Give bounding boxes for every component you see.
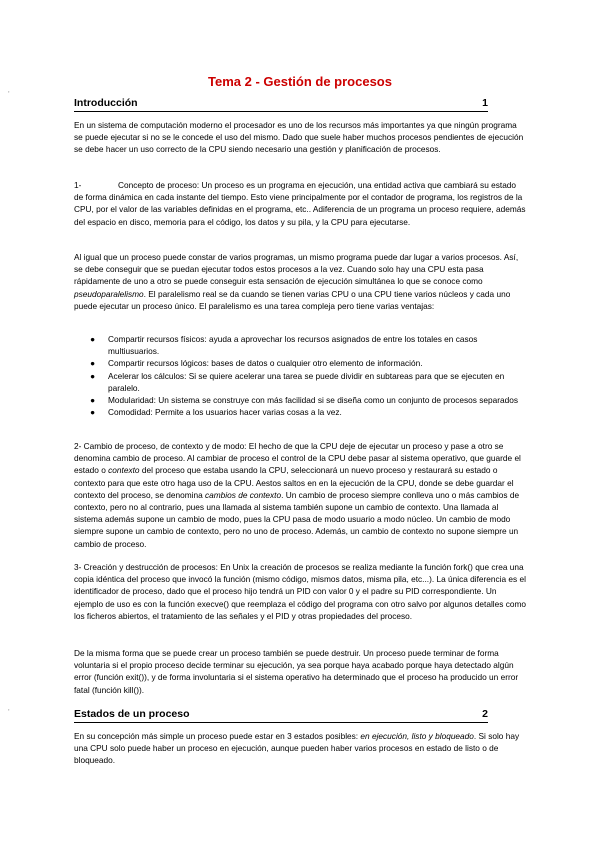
margin-mark: , [8,88,10,94]
paragraph-body: Al igual que un proceso puede constar de varios programas, un mismo programa puede dar lugar a varios procesos. Así, se debe conseguir que se puedan ejecutar todos estos procesos a la vez. Cuando solo hay una CPU esta pasa rápidamente de uno a otro se puede conseguir esta sensación de ejecución simultánea lo que se conoce como [74,252,519,287]
paragraph-text [74,730,526,767]
emphasis-text: cambios de contexto [205,489,282,500]
paragraph-text: 3- Creación y destrucción de procesos: En Unix la creación de procesos se realiza mediante la función fork() que crea una copia idéntica del proceso que invocó la función (mismo código, mismos datos, misma pila, etc...). La única diferencia es el identificador de proceso, dado que el proceso hijo tendrá un PID con valor 0 y el padre su PID correspondiente. Un ejemplo de uso es con la función execve() que reemplaza el código del programa con otro salvo por algunos detalles como los ficheros abiertos, el tratamiento de las señales y el PID y otras propiedades del proceso. [74,562,526,621]
paragraph-text [74,179,526,228]
section-heading-estados [74,708,488,723]
paragraph-text: En un sistema de computación moderno el procesador es uno de los recursos más importantes ya que ningún programa se puede ejecutar si no se le concede el uso del mismo. Dado que suele haber muchos procesos pendientes de ejecución se debe hacer un uso correcto de la CPU siendo necesario una gestión y planificación de procesos. [74,120,524,155]
section-heading-text: Introducción [74,97,138,109]
list-item-text: Compartir recursos lógicos: bases de datos o cualquier otro elemento de información. [108,358,423,369]
list-item-text: Compartir recursos físicos: ayuda a aprovechar los recursos asignados de entre los totales en casos multiusuarios. [108,334,478,357]
paragraph-paralelismo [74,251,526,312]
paragraph-intro [74,119,526,156]
paragraph-text [74,440,526,550]
margin-mark: , [8,706,10,712]
paragraph-text [74,251,526,312]
emphasis-text: en ejecución, listo y bloqueado [360,731,474,741]
paragraph-estados [74,730,526,767]
list-item [74,357,526,369]
paragraph-destruccion-procesos [74,647,526,696]
paragraph-text: De la misma forma que se puede crear un proceso también se puede destruir. Un proceso puede terminar de forma voluntaria si el propio proceso decide terminar su ejecución, ya sea porque haya acabado porque haya detectado algún error (función exit()), y de forma involuntaria si el sistema operativo ha determinado que el proceso ha producido un error fatal (función kill()). [74,648,519,695]
paragraph-body: En su concepción más simple un proceso puede estar en 3 estados posibles: [74,731,359,741]
paragraph-creacion-procesos [74,561,526,622]
section-number: 2 [482,708,488,720]
emphasis-text: pseudoparalelismo [74,288,144,299]
section-heading-introduccion [74,97,488,112]
paragraph-concepto-proceso [74,179,526,228]
list-item [74,406,526,418]
paragraph-body: . Un cambio de proceso siempre conlleva uno o más cambios de contexto, pero no al contrario, pues una llamada al sistema también supone un cambio de contexto. Una llamada al sistema además supone un cambio de modo, pues la CPU pasa de modo usuario a modo núcleo. Un cambio de modo siempre supone un cambio de contexto, pero no uno de proceso. Además, un cambio de contexto no supone siempre un cambio de proceso. [74,489,520,549]
paragraph-body: Concepto de proceso: Un proceso es un programa en ejecución, una entidad activa que cambiará su estado de forma dinámica en cada instante del tiempo. Esto viene principalmente por el contador de programa, los registros de la CPU, por el valor de las variables definidas en el programa, etc.. Adiferencia de un programa un proceso requiere, además del espacio en disco, memoria para el código, los datos y su pila, y la CPU para ejecutarse. [74,180,526,227]
list-item [74,333,526,357]
bullet-icon: ● [90,407,96,418]
bullet-icon: ● [90,370,96,381]
list-item-text: Acelerar los cálculos: Si se quiere acelerar una tarea se puede dividir en subtareas para que se ejecuten en paralelo. [108,370,505,393]
paragraph-body: 2- Cambio de proceso, de contexto y de modo: El hecho de que la CPU deje de ejecutar un proceso y pase a otro se denomina cambio de proceso. Al cambiar de proceso el control de la CPU debe pasar al sistema operativo, que guarde el estado o [74,441,521,476]
bullet-icon: ● [90,358,96,369]
bullet-icon: ● [90,395,96,406]
list-item [74,394,526,406]
paragraph-body: . Si solo hay una CPU solo puede haber un proceso en ejecución, aunque pueden haber varios procesos en estado de listo o de bloqueado. [74,731,520,766]
section-number: 1 [482,97,488,109]
bullet-icon: ● [90,334,96,344]
list-item-text: Modularidad: Un sistema se construye con más facilidad si se diseña como un conjunto de procesos separados [108,395,518,406]
list-item [74,370,526,394]
list-item-text: Comodidad: Permite a los usuarios hacer varias cosas a la vez. [108,407,342,418]
paragraph-body: . El paralelismo real se da cuando se tienen varias CPU o una CPU tiene varios núcleos y cada uno puede ejecutar un proceso único. El paralelismo es una tarea compleja pero tiene varias ventajas: [74,288,511,311]
section-heading-text: Estados de un proceso [74,708,190,720]
paragraph-cambio-contexto [74,440,526,550]
emphasis-text: contexto [108,465,140,476]
paragraph-body: del proceso que estaba usando la CPU, seleccionará un nuevo proceso y restaurará su estado o contexto para que este otro haga uso de la CPU. Aestos saltos en en la ejecución de la CPU, donde se debe guardar el contexto del proceso, se denomina [74,465,514,500]
list-number: 1- [74,180,82,190]
advantages-list [74,333,526,418]
document-title: Tema 2 - Gestión de procesos [208,74,392,89]
